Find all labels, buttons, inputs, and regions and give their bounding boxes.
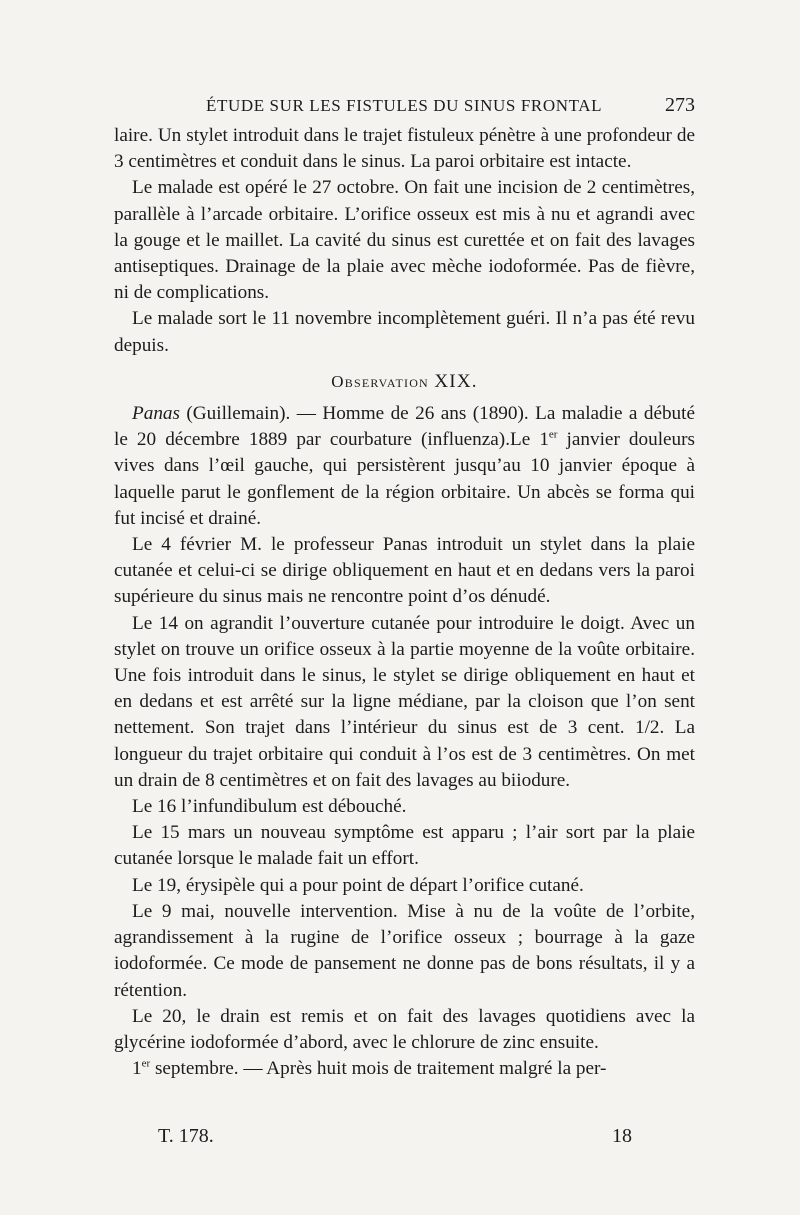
- paragraph-text: 1: [132, 1058, 142, 1080]
- paragraph-text: (Guillemain). — Homme de 26 ans (1890). La maladie a débuté le 20 décembre 1889 par courbature (influenza).Le 1: [114, 403, 695, 451]
- paragraph: [114, 1056, 695, 1082]
- signature-mark: 18: [612, 1125, 632, 1147]
- paragraph: Le 20, le drain est remis et on fait des lavages quotidiens avec la glycérine iodoformée d’abord, avec le chlorure de zinc ensuite.: [114, 1005, 695, 1053]
- paragraph: Le 16 l’infundibulum est débouché.: [132, 796, 407, 818]
- paragraph: Le 19, érysipèle qui a pour point de départ l’orifice cutané.: [132, 874, 584, 896]
- paragraph: Le 15 mars un nouveau symptôme est apparu ; l’air sort par la plaie cutanée lorsque le malade fait un effort.: [114, 822, 695, 870]
- paragraph: Le 9 mai, nouvelle intervention. Mise à nu de la voûte de l’orbite, agrandissement à la rugine de l’orifice osseux ; bourrage à la gaze iodoformée. Ce mode de pansement ne donne pas de bons résultats, il y a rétention.: [114, 900, 695, 1001]
- superscript: er: [548, 428, 558, 441]
- paragraph-text: janvier douleurs vives dans l’œil gauche, qui persistèrent jusqu’au 10 janvier époque à laquelle parut le gonflement de la région orbitaire. Un abcès se forma qui fut incisé et drainé.: [114, 429, 695, 529]
- superscript: er: [141, 1057, 151, 1070]
- paragraph: Le malade sort le 11 novembre incomplètement guéri. Il n’a pas été revu depuis.: [114, 308, 695, 356]
- paragraph: [114, 401, 695, 532]
- observation-number: XIX.: [434, 370, 478, 392]
- observation-label: Observation: [331, 371, 429, 391]
- page-number: 273: [665, 94, 695, 116]
- volume-mark: T. 178.: [158, 1125, 214, 1147]
- paragraph: Le malade est opéré le 27 octobre. On fait une incision de 2 centimètres, parallèle à l’arcade orbitaire. L’orifice osseux est mis à nu et agrandi avec la gouge et le maillet. La cavité du sinus est curettée et on fait des lavages antiseptiques. Drainage de la plaie avec mèche iodoformée. Pas de fièvre, ni de complications.: [114, 177, 695, 304]
- paragraph: Le 4 février M. le professeur Panas introduit un stylet dans la plaie cutanée et celui-ci se dirige obliquement en haut et en dedans vers la paroi supérieure du sinus mais ne rencontre point d’os dénudé.: [114, 534, 695, 608]
- observation-heading: [114, 369, 695, 395]
- paragraph: Le 14 on agrandit l’ouverture cutanée pour introduire le doigt. Avec un stylet on trouve un orifice osseux à la partie moyenne de la voûte orbitaire. Une fois introduit dans le sinus, le stylet se dirige obliquement en haut et en dedans et est arrêté sur la ligne médiane, par la cloison que l’on sent nettement. Son trajet dans l’intérieur du sinus est de 3 cent. 1/2. La longueur du trajet orbitaire qui conduit à l’os est de 3 centimètres. On met un drain de 8 centimètres et on fait des lavages au biiodure.: [114, 612, 695, 791]
- body-text: [114, 123, 695, 1082]
- paragraph-text: septembre. — Après huit mois de traitement malgré la per-: [150, 1058, 607, 1080]
- running-title: ÉTUDE SUR LES FISTULES DU SINUS FRONTAL: [206, 96, 603, 115]
- running-header: [114, 94, 695, 117]
- paragraph: laire. Un stylet introduit dans le trajet fistuleux pénètre à une profondeur de 3 centimètres et conduit dans le sinus. La paroi orbitaire est intacte.: [114, 125, 695, 173]
- page-footer: [158, 1125, 632, 1148]
- author-name: Panas: [132, 403, 180, 425]
